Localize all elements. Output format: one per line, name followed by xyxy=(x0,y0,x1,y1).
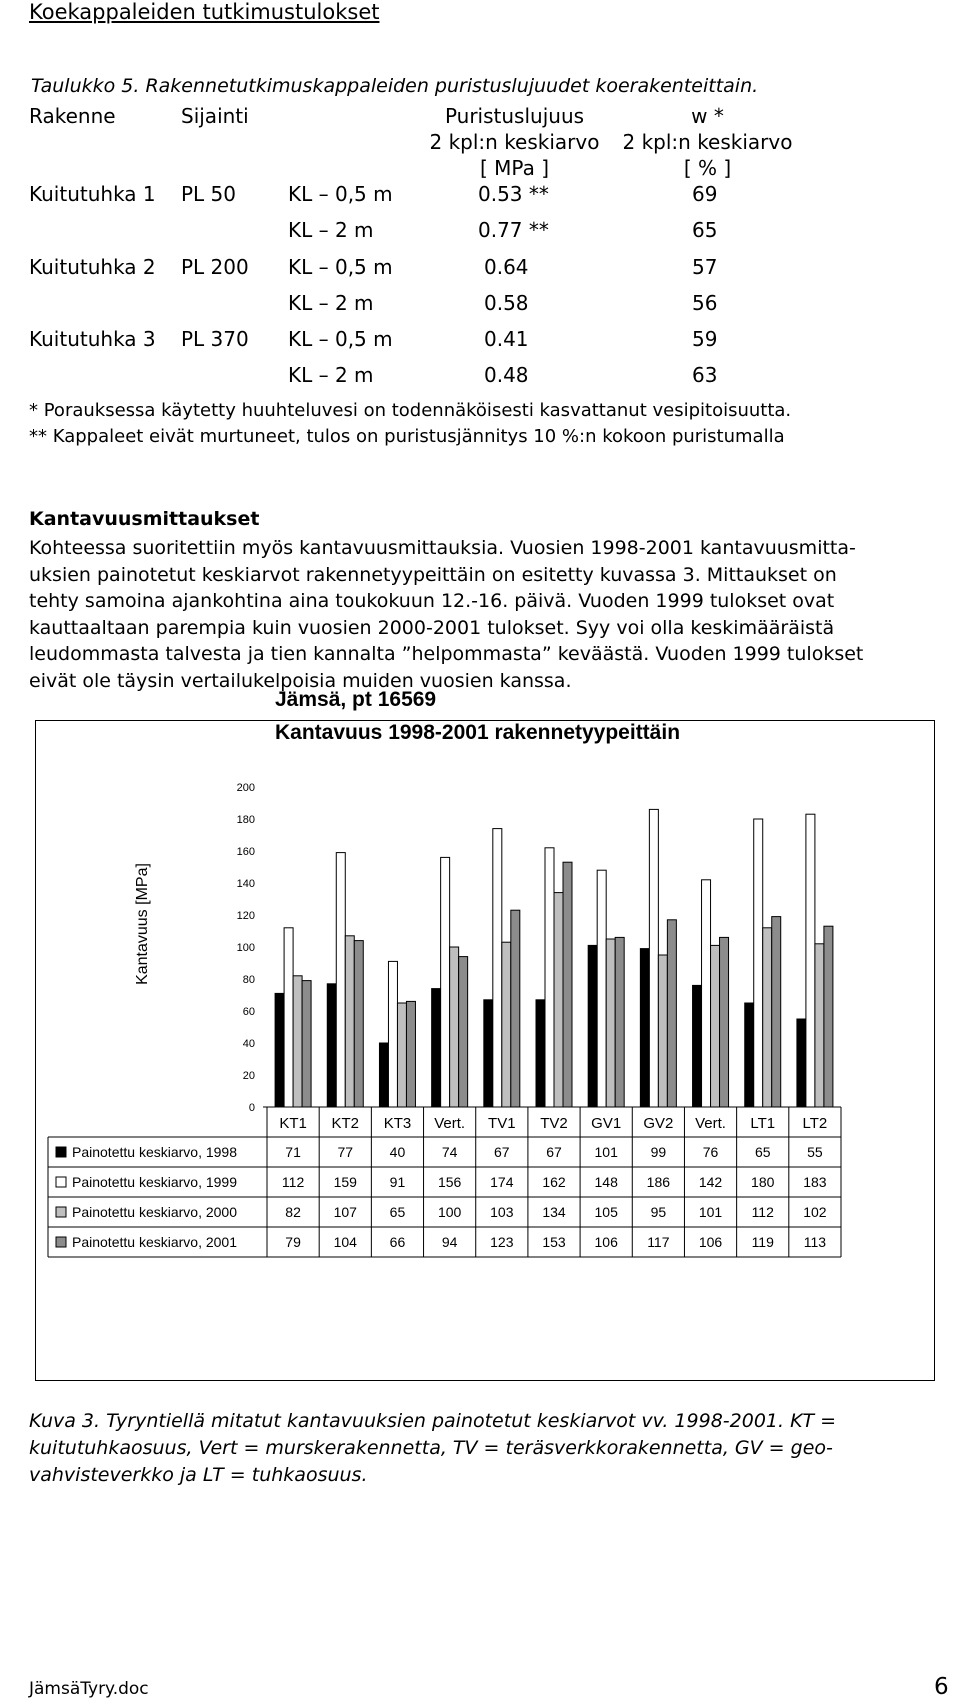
y-axis-label: Kantavuus [MPa] xyxy=(134,863,151,985)
row-kl: KL – 2 m xyxy=(288,363,374,387)
row-w: 57 xyxy=(692,255,718,279)
footnote-moisture: * Porauksessa käytetty huuhteluvesi on todennäköisesti kasvattanut vesipitoisuutta. xyxy=(29,400,792,421)
x-tick-label: KT1 xyxy=(279,1115,307,1132)
bar xyxy=(302,981,311,1107)
y-tick-label: 140 xyxy=(236,878,255,890)
paragraph-line: uksien painotetut keskiarvot rakennetyypeittäin on esitetty kuvassa 3. Mittaukset on xyxy=(29,563,837,586)
bar xyxy=(563,862,572,1107)
data-label: 123 xyxy=(490,1234,514,1250)
row-strength: 0.58 xyxy=(484,291,529,315)
legend-label: Painotettu keskiarvo, 2001 xyxy=(72,1234,237,1250)
table-caption: Taulukko 5. Rakennetutkimuskappaleiden puristuslujuudet koerakenteittain. xyxy=(31,75,759,97)
x-tick-label: GV1 xyxy=(591,1115,622,1132)
row-strength: 0.77 ** xyxy=(478,218,549,242)
legend-label: Painotettu keskiarvo, 1999 xyxy=(72,1174,237,1190)
x-tick-label: KT2 xyxy=(331,1115,360,1132)
data-label: 104 xyxy=(333,1234,357,1250)
bar xyxy=(806,814,815,1107)
data-label: 71 xyxy=(285,1144,301,1160)
bar xyxy=(432,989,441,1107)
data-label: 100 xyxy=(437,1204,462,1220)
header-w-unit: [ % ] xyxy=(683,156,732,180)
x-tick-label: Vert. xyxy=(695,1115,726,1132)
bar xyxy=(484,1000,493,1107)
bar xyxy=(597,870,606,1107)
data-label: 67 xyxy=(494,1144,510,1160)
x-tick-label: TV1 xyxy=(488,1115,516,1132)
data-label: 153 xyxy=(542,1234,566,1250)
data-label: 94 xyxy=(441,1234,458,1250)
row-w: 69 xyxy=(692,182,718,206)
legend-swatch xyxy=(56,1147,66,1157)
row-strength: 0.64 xyxy=(484,255,529,279)
bar xyxy=(441,857,450,1107)
bar xyxy=(275,993,284,1107)
figure-caption-line: Kuva 3. Tyryntiellä mitatut kantavuuksien painotetut keskiarvot vv. 1998-2001. KT = xyxy=(29,1410,837,1432)
bar xyxy=(615,937,624,1107)
bar xyxy=(667,920,676,1107)
data-label: 101 xyxy=(698,1204,723,1220)
data-label: 74 xyxy=(441,1144,458,1160)
row-w: 56 xyxy=(692,291,718,315)
bar xyxy=(824,926,833,1107)
row-pl: PL 50 xyxy=(181,182,237,206)
chart-title: Jämsä, pt 16569 xyxy=(275,688,437,711)
header-sijainti: Sijainti xyxy=(181,104,249,128)
bar xyxy=(797,1019,806,1107)
bar xyxy=(293,976,302,1107)
paragraph-line: leudommasta talvesta ja tien kannalta ”helpommasta” keväästä. Vuoden 1999 tulokset xyxy=(29,643,864,665)
data-label: 186 xyxy=(646,1174,671,1190)
row-w: 59 xyxy=(692,327,718,351)
bar xyxy=(711,945,720,1107)
header-w-2: 2 kpl:n keskiarvo xyxy=(622,130,793,154)
bar-chart xyxy=(36,688,934,1380)
data-label: 82 xyxy=(285,1204,301,1220)
row-pl: PL 370 xyxy=(181,327,249,351)
figure-caption-line: kuitutuhkaosuus, Vert = murskerakennetta, TV = teräsverkkorakennetta, GV = geo- xyxy=(29,1437,833,1459)
section-title: Kantavuusmittaukset xyxy=(29,508,260,530)
row-w: 65 xyxy=(692,218,718,242)
data-label: 91 xyxy=(389,1174,406,1190)
data-label: 107 xyxy=(333,1204,357,1220)
y-tick-label: 0 xyxy=(248,1102,255,1114)
row-w: 63 xyxy=(692,363,718,387)
data-label: 103 xyxy=(490,1204,514,1220)
data-label: 102 xyxy=(803,1204,827,1220)
x-tick-label: LT1 xyxy=(750,1115,776,1132)
header-strength-unit: [ MPa ] xyxy=(480,156,549,180)
row-kl: KL – 2 m xyxy=(288,291,374,315)
bar xyxy=(511,910,520,1107)
x-tick-label: Vert. xyxy=(434,1115,466,1132)
bar xyxy=(336,853,345,1107)
data-label: 95 xyxy=(650,1204,667,1220)
bar xyxy=(388,961,397,1107)
row-strength: 0.53 ** xyxy=(478,182,549,206)
data-label: 55 xyxy=(807,1144,823,1160)
header-strength-2: 2 kpl:n keskiarvo xyxy=(429,130,600,154)
footnote-strength: ** Kappaleet eivät murtuneet, tulos on puristusjännitys 10 %:n kokoon puristumalla xyxy=(29,426,785,447)
row-strength: 0.48 xyxy=(484,363,529,387)
row-rakenne: Kuitutuhka 1 xyxy=(29,182,156,206)
bar xyxy=(327,984,336,1107)
row-kl: KL – 0,5 m xyxy=(288,182,393,206)
data-label: 65 xyxy=(754,1144,771,1160)
paragraph-line: kauttaaltaan parempia kuin vuosien 2000-2001 tulokset. Syy voi olla keskimääräistä xyxy=(29,616,835,639)
bar xyxy=(763,928,772,1107)
x-tick-label: GV2 xyxy=(643,1115,674,1132)
y-tick-label: 200 xyxy=(236,782,255,794)
bar xyxy=(345,936,354,1107)
row-kl: KL – 2 m xyxy=(288,218,374,242)
bar xyxy=(815,944,824,1107)
bar xyxy=(588,945,597,1107)
bar xyxy=(450,947,459,1107)
chart-subtitle: Kantavuus 1998-2001 rakennetyypeittäin xyxy=(275,721,681,744)
data-label: 79 xyxy=(285,1234,301,1250)
data-label: 101 xyxy=(594,1144,618,1160)
bar xyxy=(754,819,763,1107)
data-label: 159 xyxy=(333,1174,357,1190)
row-kl: KL – 0,5 m xyxy=(288,255,393,279)
bar xyxy=(459,957,468,1107)
bar xyxy=(693,985,702,1107)
row-pl: PL 200 xyxy=(181,255,249,279)
x-tick-label: TV2 xyxy=(540,1115,568,1132)
data-label: 112 xyxy=(751,1204,774,1220)
x-tick-label: LT2 xyxy=(802,1115,828,1132)
data-label: 106 xyxy=(698,1234,723,1250)
data-label: 174 xyxy=(490,1174,514,1190)
x-tick-label: KT3 xyxy=(383,1115,412,1132)
bar xyxy=(606,939,615,1107)
legend-swatch xyxy=(56,1207,66,1217)
bar xyxy=(745,1003,754,1107)
row-rakenne: Kuitutuhka 3 xyxy=(29,327,156,351)
bar xyxy=(772,917,781,1107)
legend-label: Painotettu keskiarvo, 2000 xyxy=(72,1204,237,1220)
y-tick-label: 80 xyxy=(242,974,255,986)
y-tick-label: 100 xyxy=(236,942,255,954)
data-label: 67 xyxy=(546,1144,562,1160)
data-label: 65 xyxy=(389,1204,406,1220)
paragraph-line: tehty samoina ajankohtina aina toukokuun 12.-16. päivä. Vuoden 1999 tulokset ovat xyxy=(29,590,835,612)
paragraph-line: eivät ole täysin vertailukelpoisia muiden vuosien kanssa. xyxy=(29,669,572,692)
y-tick-label: 120 xyxy=(236,910,255,922)
chart-figure xyxy=(35,688,935,1381)
bar xyxy=(545,848,554,1107)
footer-filename: JämsäTyry.doc xyxy=(29,1679,149,1699)
bar xyxy=(379,1043,388,1107)
header-rakenne: Rakenne xyxy=(29,104,116,128)
bar xyxy=(649,809,658,1107)
data-label: 113 xyxy=(803,1234,827,1250)
header-w-1: w * xyxy=(691,104,724,128)
legend-swatch xyxy=(56,1237,66,1247)
data-label: 77 xyxy=(337,1144,354,1160)
legend-label: Painotettu keskiarvo, 1998 xyxy=(72,1144,237,1160)
bar xyxy=(354,941,363,1107)
row-rakenne: Kuitutuhka 2 xyxy=(29,255,156,279)
paragraph-line: Kohteessa suoritettiin myös kantavuusmittauksia. Vuosien 1998-2001 kantavuusmitta- xyxy=(29,537,856,559)
bar xyxy=(536,1000,545,1107)
data-label: 105 xyxy=(594,1204,618,1220)
bar xyxy=(397,1003,406,1107)
figure-caption-line: vahvisteverkko ja LT = tuhkaosuus. xyxy=(29,1464,368,1486)
legend-swatch xyxy=(56,1177,66,1187)
y-tick-label: 60 xyxy=(242,1006,255,1018)
y-tick-label: 20 xyxy=(242,1070,255,1082)
row-kl: KL – 0,5 m xyxy=(288,327,393,351)
bar xyxy=(658,955,667,1107)
bar xyxy=(720,937,729,1107)
data-label: 180 xyxy=(751,1174,775,1190)
data-label: 156 xyxy=(437,1174,462,1190)
page-header-title: Koekappaleiden tutkimustulokset xyxy=(29,0,380,24)
data-label: 142 xyxy=(698,1174,723,1190)
bar xyxy=(554,893,563,1107)
data-label: 134 xyxy=(542,1204,566,1220)
header-strength-1: Puristuslujuus xyxy=(444,104,585,128)
page-number: 6 xyxy=(934,1674,949,1700)
data-label: 119 xyxy=(751,1234,774,1250)
bar xyxy=(284,928,293,1107)
y-tick-label: 160 xyxy=(236,846,255,858)
bar xyxy=(702,880,711,1107)
y-tick-label: 180 xyxy=(236,814,255,826)
bar xyxy=(640,949,649,1107)
row-strength: 0.41 xyxy=(484,327,529,351)
bar xyxy=(406,1001,415,1107)
bar xyxy=(502,942,511,1107)
data-label: 148 xyxy=(594,1174,618,1190)
data-label: 117 xyxy=(647,1234,670,1250)
data-label: 112 xyxy=(281,1174,305,1190)
data-label: 40 xyxy=(389,1144,406,1160)
data-label: 76 xyxy=(702,1144,719,1160)
data-label: 99 xyxy=(650,1144,667,1160)
data-label: 106 xyxy=(594,1234,618,1250)
bar xyxy=(493,829,502,1107)
data-label: 66 xyxy=(389,1234,406,1250)
y-tick-label: 40 xyxy=(242,1038,255,1050)
data-label: 162 xyxy=(542,1174,566,1190)
data-label: 183 xyxy=(803,1174,827,1190)
